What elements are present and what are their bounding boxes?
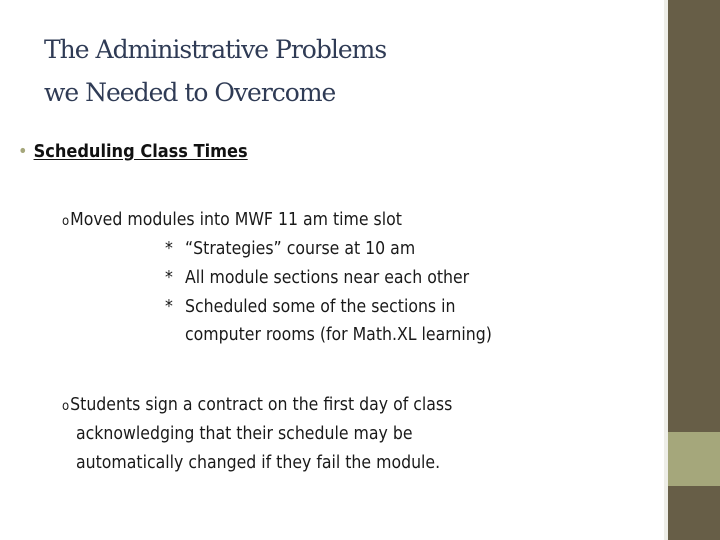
star-item-continuation: computer rooms (for Math.XL learning) bbox=[185, 325, 492, 345]
slide-title bbox=[44, 28, 386, 114]
bullet-heading-text: Scheduling Class Times bbox=[33, 141, 248, 162]
star-marker: * bbox=[165, 268, 173, 288]
sub-point-1 bbox=[62, 206, 402, 236]
star-item-text: “Strategies” course at 10 am bbox=[185, 239, 416, 259]
title-line-1: The Administrative Problems bbox=[44, 35, 387, 64]
sub-point-2-line-2: acknowledging that their schedule may be bbox=[76, 424, 413, 444]
sub-point-1-text: Moved modules into MWF 11 am time slot bbox=[70, 210, 402, 230]
sub-point-2-line-3: automatically changed if they fail the module. bbox=[76, 453, 441, 473]
star-item-text: Scheduled some of the sections in bbox=[185, 297, 456, 317]
star-item bbox=[165, 264, 469, 293]
sub-marker: o bbox=[62, 399, 70, 414]
star-item bbox=[165, 235, 415, 264]
star-item-text: All module sections near each other bbox=[185, 268, 470, 288]
bullet-heading bbox=[18, 140, 248, 164]
star-item bbox=[165, 293, 456, 322]
star-marker: * bbox=[165, 239, 173, 259]
sub-point-2-text: Students sign a contract on the first day of class bbox=[70, 395, 453, 415]
sidebar-accent-block bbox=[668, 432, 720, 486]
sub-point-2 bbox=[62, 391, 452, 421]
title-line-2: we Needed to Overcome bbox=[44, 78, 336, 107]
bullet-marker: • bbox=[18, 141, 28, 162]
sub-marker: o bbox=[62, 214, 70, 229]
star-marker: * bbox=[165, 297, 173, 317]
